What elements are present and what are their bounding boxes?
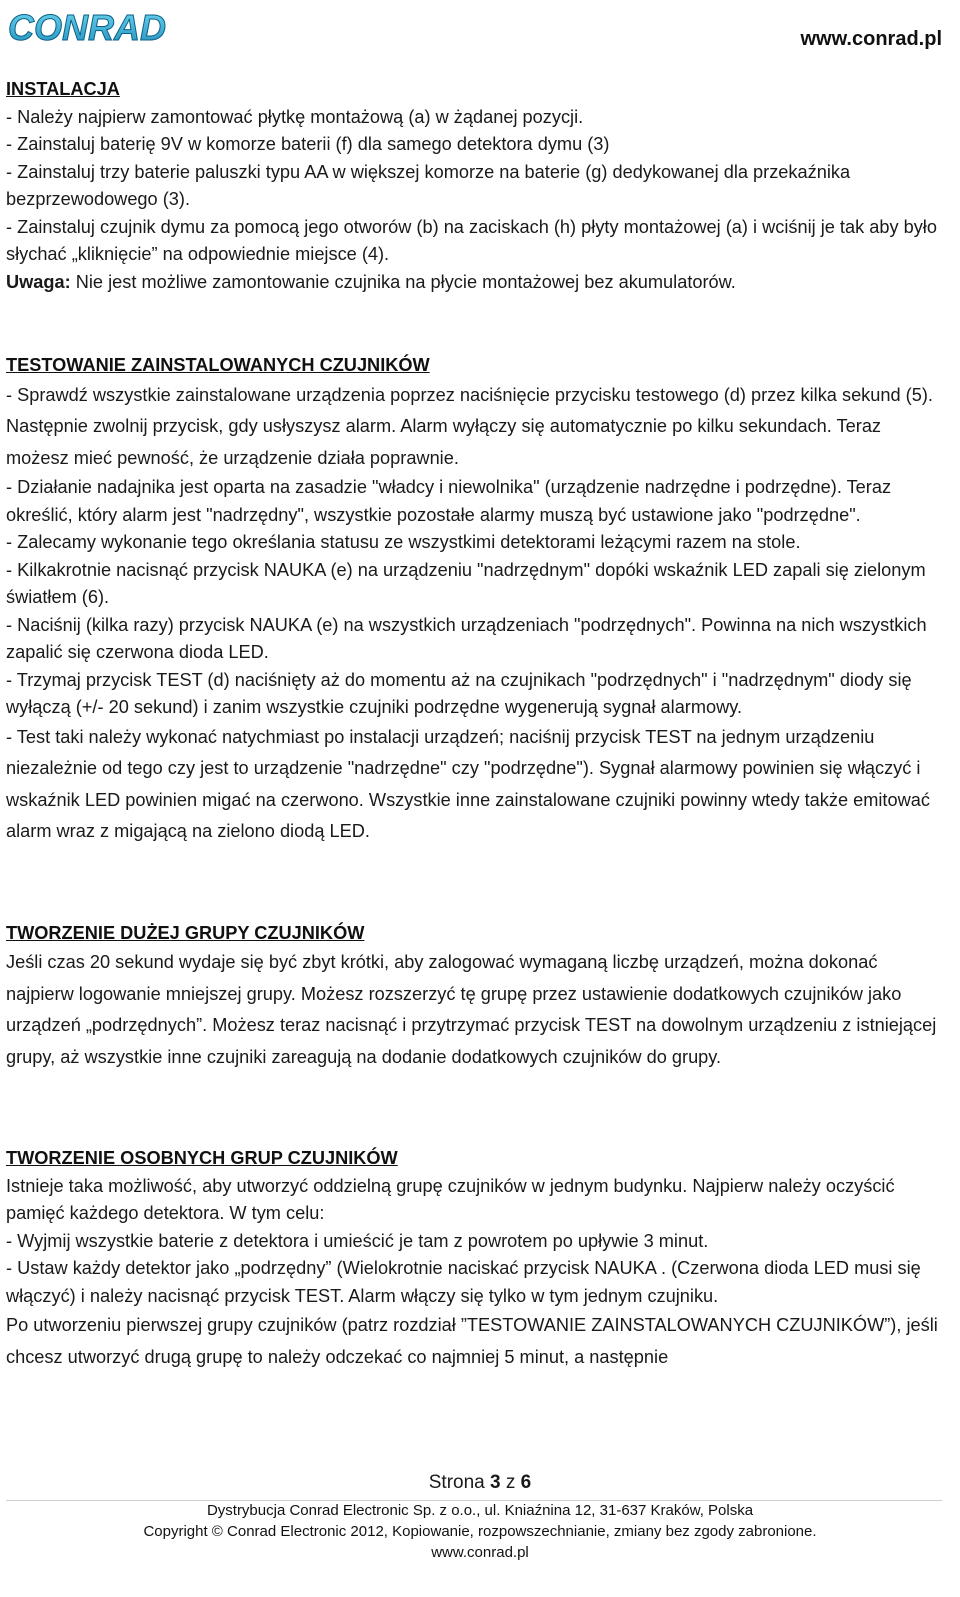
paragraph: - Zainstaluj trzy baterie paluszki typu AA w większej komorze na baterie (g) dedykowanej dla przekaźnika bezprzewodowego (3). [6, 161, 851, 209]
section-instalacja [6, 76, 946, 296]
paragraph: - Naciśnij (kilka razy) przycisk NAUKA (e) na wszystkich urządzeniach "podrzędnych". Powinna na nich wszystkich zapalić się czerwona dioda LED. [6, 614, 927, 662]
paragraph: - Należy najpierw zamontować płytkę montażową (a) w żądanej pozycji. [6, 106, 584, 127]
page-number [0, 1472, 960, 1494]
section-title: TWORZENIE DUŻEJ GRUPY CZUJNIKÓW [6, 922, 365, 943]
page-sep: z [500, 1472, 521, 1493]
paragraph: Po utworzeniu pierwszej grupy czujników (patrz rozdział ”TESTOWANIE ZAINSTALOWANYCH CZUJNIKÓW”), jeśli chcesz utworzyć drugą grupę to należy odczekać co najmniej 5 minut, a następnie [6, 1315, 938, 1367]
section-osobne-grupy [6, 1145, 946, 1373]
conrad-logo [6, 4, 166, 48]
footer-copyright: Copyright © Conrad Electronic 2012, Kopiowanie, rozpowszechnianie, zmiany bez zgody zabronione. [143, 1523, 817, 1540]
header-url[interactable]: www.conrad.pl [800, 28, 942, 50]
paragraph: - Trzymaj przycisk TEST (d) naciśnięty aż do momentu aż na czujnikach "podrzędnych" i "nadrzędnym" diody się wyłączą (+/- 20 sekund) i zanim wszystkie czujniki podrzędne wygenerują sygnał alarmowy. [6, 669, 912, 717]
paragraph: - Zainstaluj czujnik dymu za pomocą jego otworów (b) na zaciskach (h) płyty montażowej (a) i wciśnij je tak aby było słychać „kliknięcie” na odpowiednie miejsce (4). [6, 216, 937, 264]
logo-text: CONRAD [8, 7, 166, 48]
page-footer [0, 1472, 960, 1563]
paragraph: Istnieje taka możliwość, aby utworzyć oddzielną grupę czujników w jednym budynku. Najpierw należy oczyścić pamięć każdego detektora. W tym celu: [6, 1175, 895, 1223]
note [6, 269, 946, 297]
paragraph: - Kilkakrotnie nacisnąć przycisk NAUKA (e) na urządzeniu "nadrzędnym" dopóki wskaźnik LED zapali się zielonym światłem (6). [6, 559, 926, 607]
conrad-logo-icon [6, 4, 166, 48]
document-body [6, 76, 946, 1373]
paragraph: - Zalecamy wykonanie tego określania statusu ze wszystkimi detektorami leżącymi razem na stole. [6, 532, 801, 552]
footer-url[interactable]: www.conrad.pl [431, 1544, 529, 1561]
paragraph: - Działanie nadajnika jest oparta na zasadzie "władcy i niewolnika" (urządzenie nadrzędne i podrzędne). Teraz określić, który alarm jest "nadrzędny", wszystkie pozostałe alarmy muszą być ustawione jako "podrzędne". [6, 477, 892, 525]
section-title: TWORZENIE OSOBNYCH GRUP CZUJNIKÓW [6, 1148, 398, 1168]
section-duza-grupa [6, 920, 946, 1074]
section-title: TESTOWANIE ZAINSTALOWANYCH CZUJNIKÓW [6, 355, 430, 375]
paragraph: - Ustaw każdy detektor jako „podrzędny” (Wielokrotnie naciskać przycisk NAUKA . (Czerwona dioda LED musi się włączyć) i należy nacisnąć przycisk TEST. Alarm włączy się tylko w tym jednym czujniku. [6, 1258, 921, 1306]
paragraph: - Test taki należy wykonać natychmiast po instalacji urządzeń; naciśnij przycisk TEST na jednym urządzeniu niezależnie od tego czy jest to urządzenie "nadrzędne" czy "podrzędne"). Sygnał alarmowy powinien się włączyć i wskaźnik LED powinien migać na czerwono. Wszystkie inne zainstalowane czujniki powinny wtedy także emitować alarm wraz z migającą na zielono diodą LED. [6, 726, 930, 841]
page-current: 3 [490, 1472, 501, 1493]
note-label: Uwaga: [6, 271, 71, 292]
page-total: 6 [520, 1472, 532, 1493]
section-testowanie [6, 352, 946, 848]
footer-address: Dystrybucja Conrad Electronic Sp. z o.o., ul. Kniaźnina 12, 31-637 Kraków, Polska [206, 1502, 754, 1519]
section-title: INSTALACJA [6, 79, 120, 99]
note-text: Nie jest możliwe zamontowanie czujnika na płycie montażowej bez akumulatorów. [70, 271, 736, 292]
paragraph: - Zainstaluj baterię 9V w komorze baterii (f) dla samego detektora dymu (3) [6, 134, 610, 154]
page-prefix: Strona [428, 1472, 491, 1493]
paragraph: - Sprawdź wszystkie zainstalowane urządzenia poprzez naciśnięcie przycisku testowego (d) przez kilka sekund (5). Następnie zwolnij przycisk, gdy usłyszysz alarm. Alarm wyłączy się automatycznie po kilku sekundach. Teraz możesz mieć pewność, że urządzenie działa poprawnie. [6, 384, 933, 468]
paragraph: - Wyjmij wszystkie baterie z detektora i umieścić je tam z powrotem po upływie 3 minut. [6, 1230, 709, 1251]
paragraph: Jeśli czas 20 sekund wydaje się być zbyt krótki, aby zalogować wymaganą liczbę urządzeń, można dokonać najpierw logowanie mniejszej grupy. Możesz rozszerzyć tę grupę przez ustawienie dodatkowych czujników jako urządzeń „podrzędnych”. Możesz teraz nacisnąć i przytrzymać przycisk TEST na dowolnym urządzeniu z istniejącej grupy, aż wszystkie inne czujniki zareagują na dodanie dodatkowych czujników do grupy. [6, 952, 937, 1067]
